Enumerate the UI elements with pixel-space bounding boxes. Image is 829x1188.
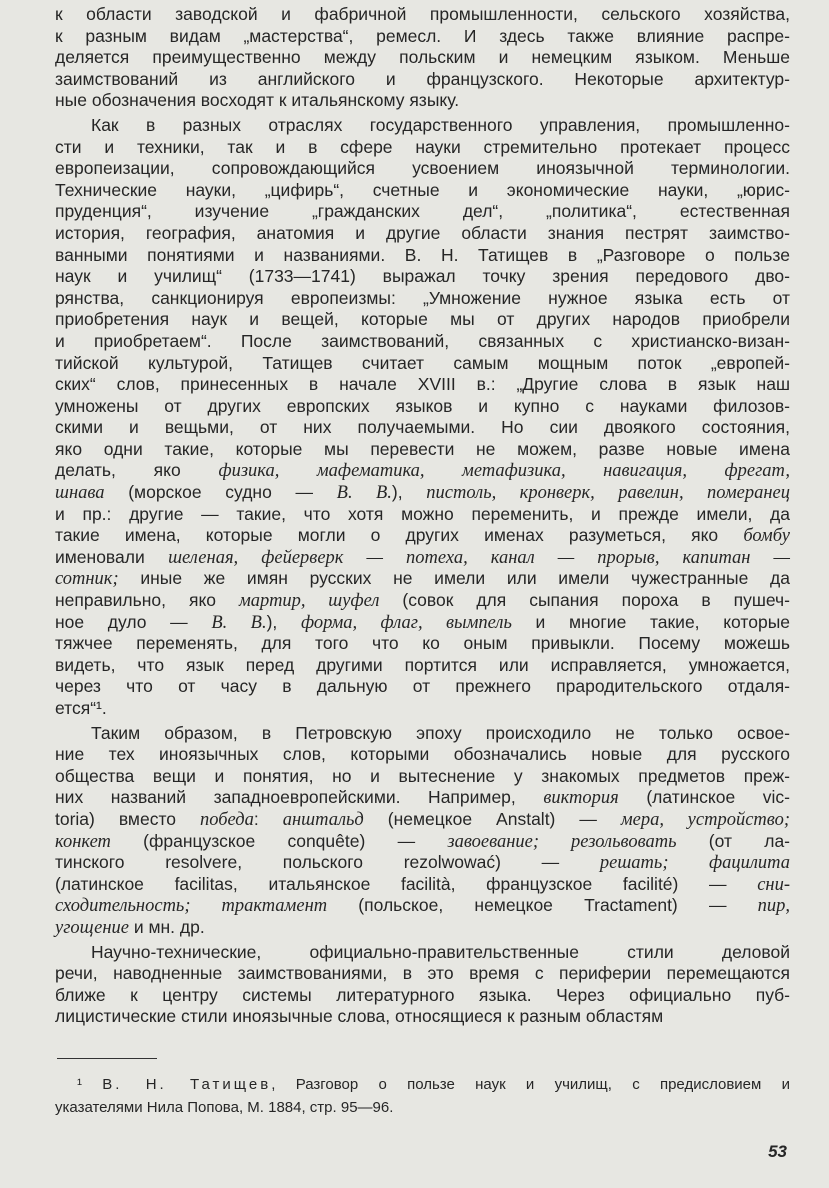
italic-term: виктория bbox=[543, 788, 619, 809]
text-line bbox=[55, 266, 790, 288]
text-segment: именовали bbox=[55, 546, 169, 567]
text-line bbox=[55, 852, 790, 874]
text-segment: (польское, немецкое Tractament) — bbox=[327, 895, 758, 916]
text-segment: к области заводской и фабричной промышленности, сельского хозяйства, bbox=[55, 4, 790, 24]
text-line bbox=[55, 874, 790, 896]
text-line bbox=[55, 633, 790, 655]
text-segment: (латинское facilitas, итальянское facilità, французское facilité) — bbox=[55, 873, 758, 894]
text-segment: рянства, санкционируя европеизмы: „Умножение нужное языка есть от bbox=[55, 287, 790, 308]
text-line bbox=[55, 309, 790, 331]
text-line bbox=[55, 90, 790, 112]
text-line bbox=[55, 525, 790, 547]
text-line bbox=[55, 985, 790, 1007]
text-segment: Научно-технические, официально-правительственные стили деловой bbox=[91, 941, 790, 962]
text-segment: Таким образом, в Петровскую эпоху происходило не только освое- bbox=[91, 722, 790, 743]
text-line bbox=[55, 115, 790, 137]
text-segment: (от ла- bbox=[676, 830, 791, 851]
text-segment: тийской культурой, Татищев считает самым мощным поток „европей- bbox=[55, 352, 790, 373]
page-number: 53 bbox=[768, 1142, 787, 1161]
footnote-divider bbox=[57, 1058, 157, 1059]
italic-term: сходительность; трактамент bbox=[55, 896, 328, 917]
text-line bbox=[55, 568, 790, 590]
text-segment: и пр.: другие — такие, что хотя можно переменить, и прежде имели, да bbox=[55, 503, 790, 524]
text-segment: ), bbox=[266, 611, 301, 632]
italic-term: бомбу bbox=[743, 526, 790, 547]
paragraph bbox=[55, 723, 790, 939]
italic-term: форма, флаг, вымпель bbox=[300, 612, 512, 633]
text-segment: ные обозначения восходят к итальянскому языку. bbox=[55, 90, 460, 111]
italic-term: мера, устройство; bbox=[620, 809, 790, 830]
text-line bbox=[55, 831, 790, 853]
text-segment: яко одни такие, которые мы перевести не можем, разве новые имена bbox=[55, 438, 790, 459]
text-line bbox=[55, 547, 790, 569]
text-line bbox=[55, 353, 790, 375]
footnotes bbox=[55, 1073, 790, 1119]
italic-term: победа bbox=[199, 809, 254, 830]
text-segment: ванными понятиями и названиями. В. Н. Татищев в „Разговоре о пользе bbox=[55, 244, 790, 265]
text-line bbox=[55, 439, 790, 461]
body-text bbox=[55, 4, 790, 1028]
text-segment: и приобретаем“. После заимствований, связанных с христианско-визан- bbox=[55, 330, 790, 351]
italic-term: В. В. bbox=[211, 612, 267, 633]
text-segment: Технические науки, „цифирь“, счетные и экономические науки, „юрис- bbox=[55, 179, 790, 200]
text-segment: ближе к центру системы литературного языка. Через официально пуб- bbox=[55, 984, 790, 1005]
italic-term: шнава bbox=[55, 483, 105, 504]
text-line bbox=[55, 963, 790, 985]
italic-term: пир, bbox=[757, 896, 791, 917]
text-line bbox=[55, 69, 790, 91]
text-line bbox=[55, 744, 790, 766]
text-segment: тяжчее переменять, для того что ко оным привыкли. Посему можешь bbox=[55, 633, 790, 654]
text-segment: ских“ слов, принесенных в начале XVIII в.: „Другие слова в язык наш bbox=[55, 374, 790, 395]
text-segment: иные же имян русских не имели или имели чужестранные да bbox=[118, 568, 790, 589]
text-segment: речи, наводненные заимствованиями, в это время с периферии перемещаются bbox=[55, 963, 790, 984]
italic-term: анштальд bbox=[282, 809, 364, 830]
text-segment: через что от часу в дальную от прежнего прародительского отдаля- bbox=[55, 676, 790, 697]
text-line bbox=[55, 47, 790, 69]
text-line bbox=[55, 417, 790, 439]
text-line bbox=[55, 137, 790, 159]
text-line bbox=[55, 331, 790, 353]
text-segment: история, география, анатомия и другие области знания пестрят заимство- bbox=[55, 222, 790, 243]
text-segment: заимствований из английского и французского. Некоторые архитектур- bbox=[55, 68, 790, 89]
text-line bbox=[55, 201, 790, 223]
text-line bbox=[55, 942, 790, 964]
text-segment: ), bbox=[391, 482, 427, 503]
text-segment: умножены от других европских языков и купно с науками филозов- bbox=[55, 395, 790, 416]
footnote-line bbox=[55, 1073, 790, 1096]
text-segment: европеизации, сопровождающийся усвоением иноязычной терминологии. bbox=[55, 158, 790, 179]
text-line bbox=[55, 895, 790, 917]
text-segment: такие имена, которые могли о других именах разуметься, яко bbox=[55, 525, 744, 546]
text-line bbox=[55, 4, 790, 26]
italic-term: шеленая, фейерверк — потеха, канал — прорыв, капитан — bbox=[168, 547, 790, 568]
text-segment: и мн. др. bbox=[128, 916, 205, 937]
text-line bbox=[55, 158, 790, 180]
italic-term: конкет bbox=[55, 831, 111, 852]
text-line bbox=[55, 766, 790, 788]
text-segment: Как в разных отраслях государственного управления, промышленно- bbox=[91, 114, 790, 135]
text-line bbox=[55, 676, 790, 698]
text-line bbox=[55, 288, 790, 310]
text-line bbox=[55, 460, 790, 482]
footnote-text: , Разговор о пользе наук и училищ, с предисловием и bbox=[271, 1076, 790, 1093]
text-line bbox=[55, 504, 790, 526]
text-segment: и многие такие, которые bbox=[511, 611, 791, 632]
text-segment: ние тех иноязычных слов, которыми обозначались новые для русского bbox=[55, 744, 790, 765]
text-segment: : bbox=[253, 808, 283, 829]
text-line bbox=[55, 809, 790, 831]
text-segment: (французское conquête) — bbox=[110, 830, 448, 851]
text-line bbox=[55, 1006, 790, 1028]
italic-term: решать; фацилита bbox=[599, 853, 790, 874]
text-segment: лицистические стили иноязычные слова, относящиеся к разным областям bbox=[55, 1006, 664, 1027]
text-line bbox=[55, 917, 790, 939]
italic-term: сни- bbox=[757, 874, 790, 895]
italic-term: пистоль, кронверк, равелин, померанец bbox=[426, 483, 790, 504]
text-line bbox=[55, 482, 790, 504]
text-line bbox=[55, 396, 790, 418]
text-segment: скими и вещьми, от них получаемыми. Но сии двоякого состояния, bbox=[55, 417, 790, 438]
italic-term: сотник; bbox=[55, 569, 119, 590]
text-segment: (латинское vic- bbox=[618, 787, 791, 808]
text-line bbox=[55, 223, 790, 245]
italic-term: В. В. bbox=[336, 483, 392, 504]
italic-term: мартир, шуфел bbox=[239, 591, 380, 612]
text-line bbox=[55, 245, 790, 267]
text-segment: к разным видам „мастерства“, ремесл. И здесь также влияние распре- bbox=[55, 25, 790, 46]
text-segment: toria) вместо bbox=[55, 808, 200, 829]
footnote-author: В. Н. Татищев bbox=[102, 1076, 272, 1093]
text-segment: наук и училищ“ (1733—1741) выражал точку зрения передового дво- bbox=[55, 266, 790, 287]
text-segment: них названий западноевропейскими. Например, bbox=[55, 787, 544, 808]
text-line bbox=[55, 374, 790, 396]
paragraph bbox=[55, 115, 790, 720]
text-segment: общества вещи и понятия, но и вытеснение у знакомых предметов преж- bbox=[55, 765, 790, 786]
text-segment: видеть, что язык перед другими портится или исправляется, умножается, bbox=[55, 654, 790, 675]
text-segment: неправильно, яко bbox=[55, 590, 239, 611]
italic-term: завоевание; резольвовать bbox=[447, 831, 677, 852]
text-line bbox=[55, 26, 790, 48]
text-segment: приобретения наук и вещей, которые мы от других народов приобрели bbox=[55, 309, 790, 330]
text-line bbox=[55, 787, 790, 809]
text-line bbox=[55, 723, 790, 745]
text-line bbox=[55, 180, 790, 202]
paragraph bbox=[55, 4, 790, 112]
text-segment: (совок для сыпания пороха в пушеч- bbox=[379, 590, 790, 611]
text-segment: деляется преимущественно между польским и немецким языком. Меньше bbox=[55, 47, 790, 68]
text-segment: пруденция“, изучение „гражданских дел“, „политика“, естественная bbox=[55, 201, 790, 222]
text-line bbox=[55, 612, 790, 634]
text-segment: (морское судно — bbox=[104, 482, 337, 503]
text-segment: тинского resolvere, польского rezolwować) — bbox=[55, 852, 600, 873]
text-segment: ное дуло — bbox=[55, 611, 212, 632]
footnote-marker: ¹ bbox=[77, 1076, 103, 1093]
text-segment: делать, яко bbox=[55, 460, 219, 481]
paragraph bbox=[55, 942, 790, 1028]
text-line bbox=[55, 590, 790, 612]
text-segment: сти и техники, так и в сфере науки стремительно протекает процесс bbox=[55, 136, 790, 157]
italic-term: физика, мафематика, метафизика, навигация, фрегат, bbox=[218, 461, 790, 482]
text-segment: ется“¹. bbox=[55, 698, 107, 718]
italic-term: угощение bbox=[55, 917, 129, 938]
text-line bbox=[55, 655, 790, 677]
text-segment: (немецкое Anstalt) — bbox=[363, 808, 621, 829]
footnote-line: указателями Нила Попова, М. 1884, стр. 95—96. bbox=[55, 1099, 394, 1116]
text-line bbox=[55, 698, 790, 720]
